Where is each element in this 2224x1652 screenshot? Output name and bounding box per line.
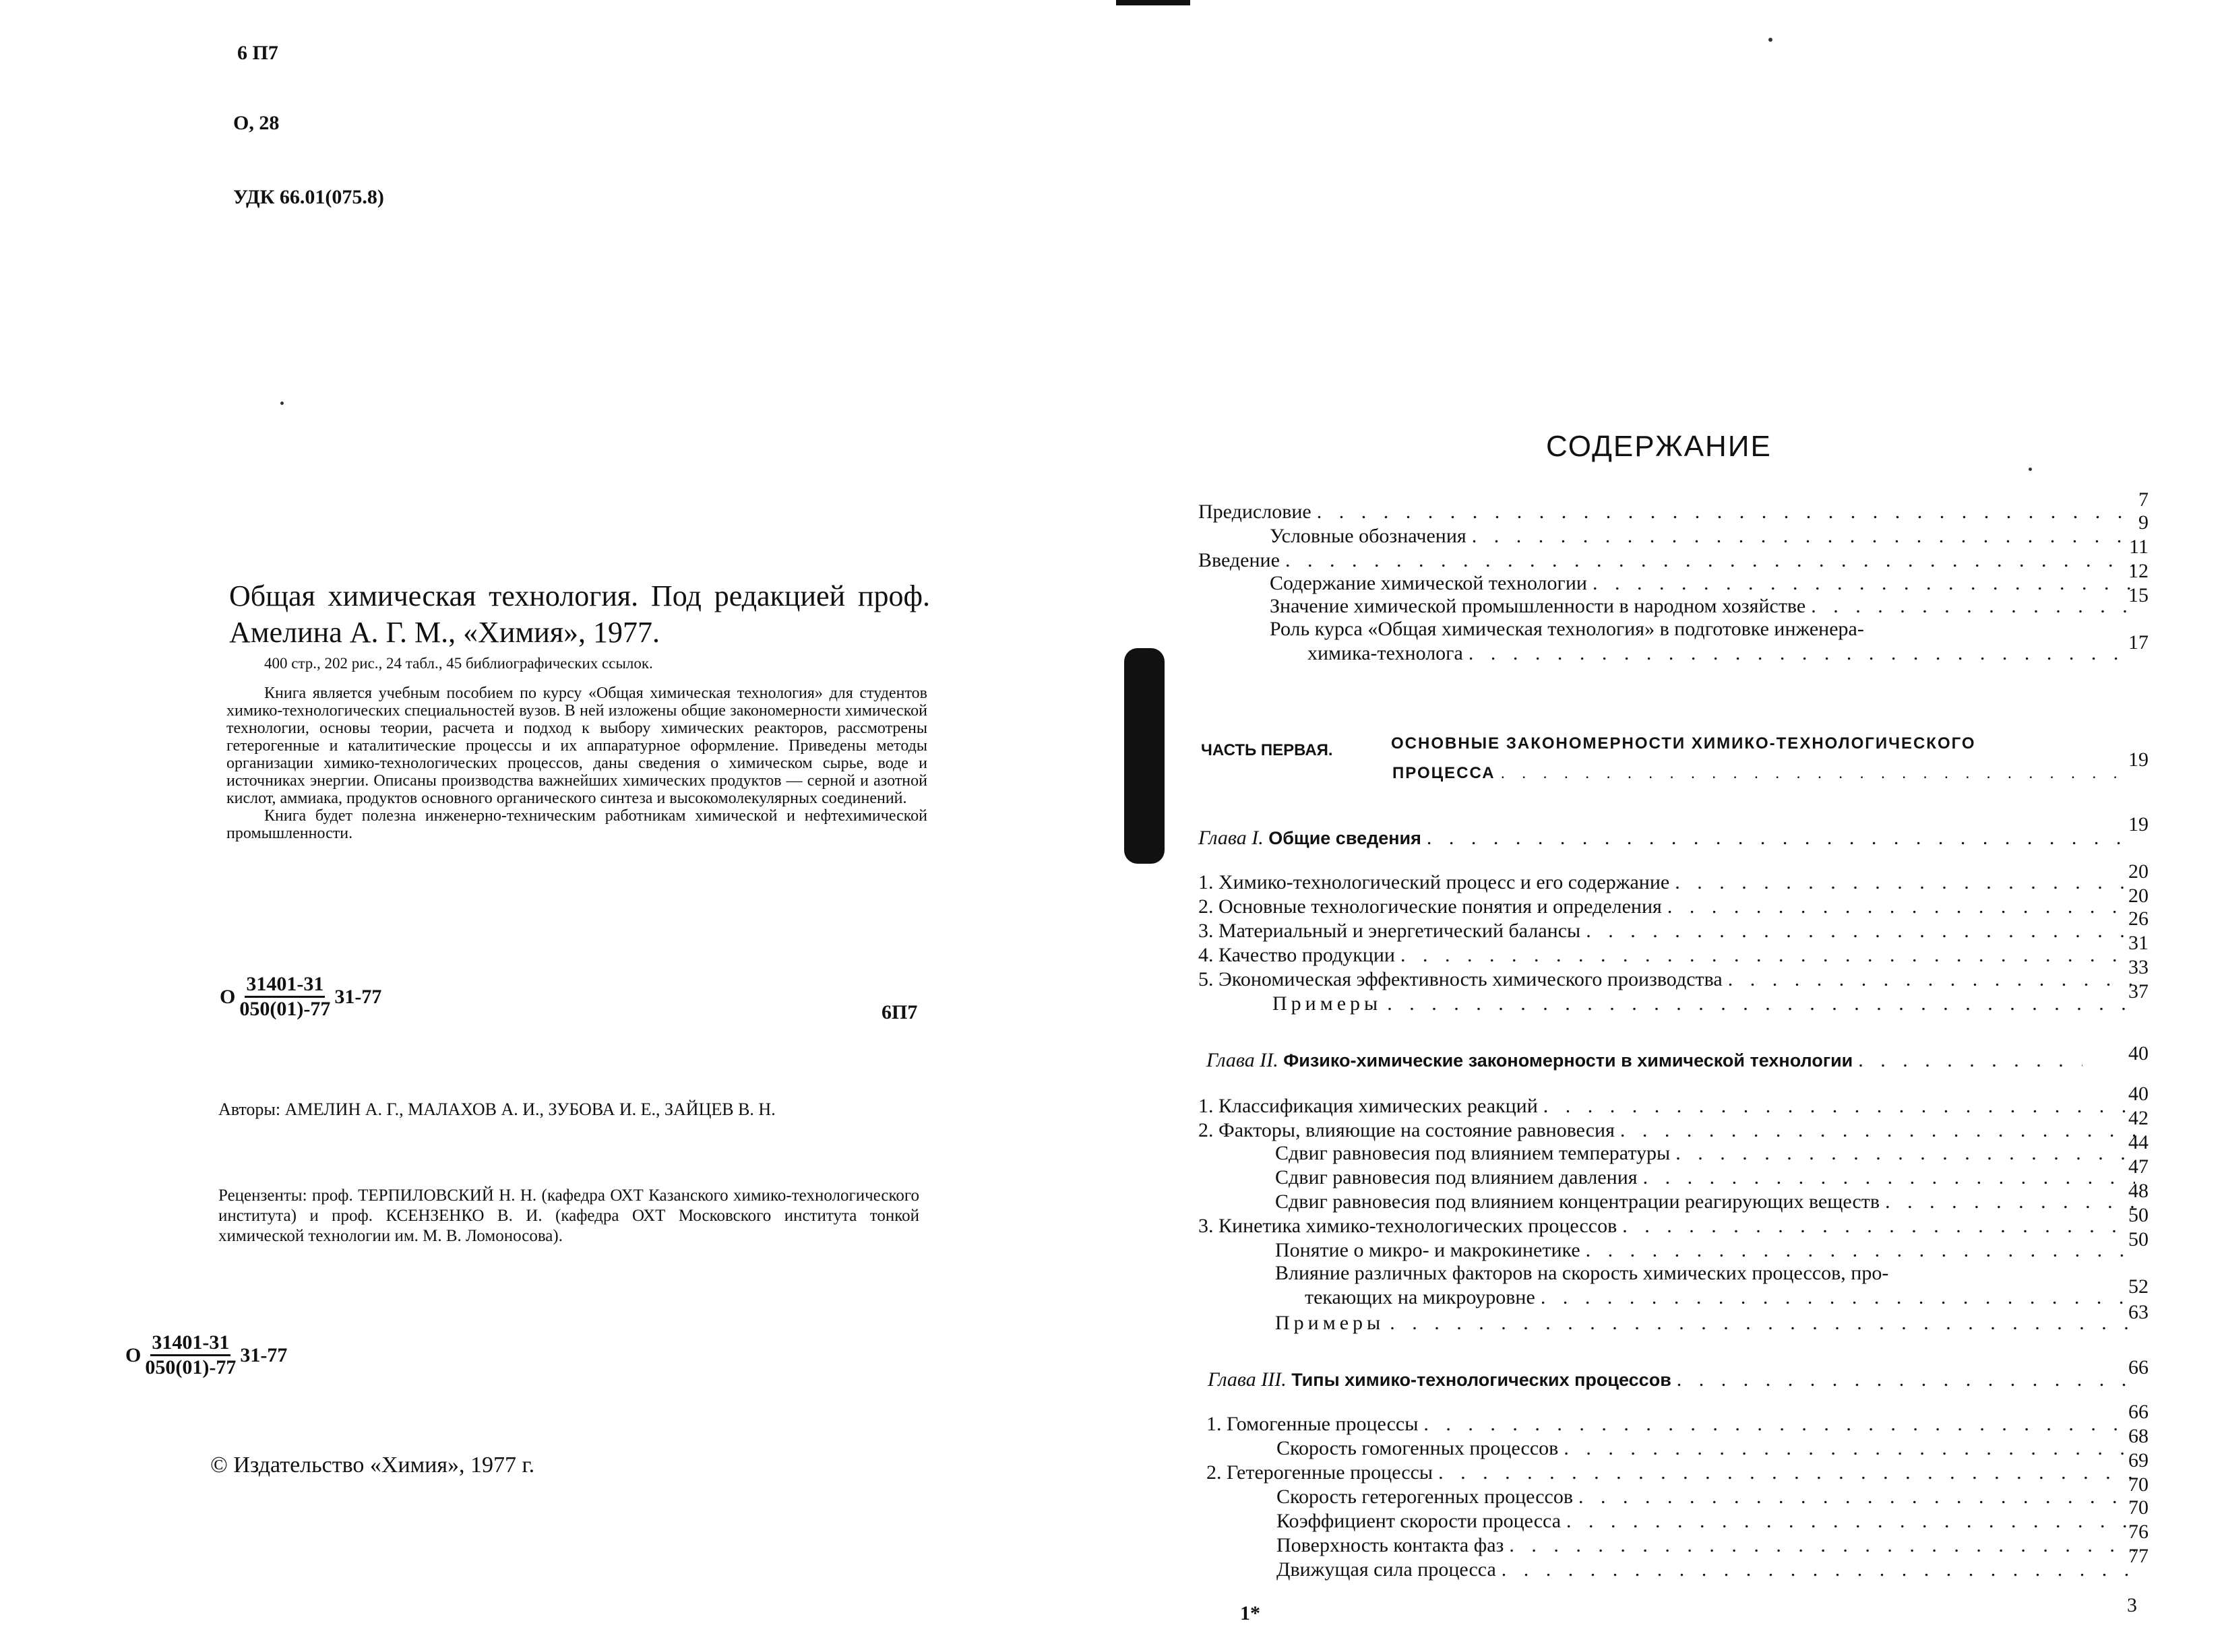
toc-page-number: 77 [2128,1545,2149,1567]
toc-page-number: 33 [2128,956,2149,978]
toc-entry-label: Роль курса «Общая химическая технология» в подготовке инженера- [1270,618,1864,640]
binding-shadow [1124,648,1165,864]
toc-page-number: 52 [2128,1275,2149,1298]
leader-dots [1387,992,2135,1015]
toc-entry-label: 3. Кинетика химико-технологических процессов [1198,1215,1617,1237]
udk-code: УДК 66.01(075.8) [233,186,384,208]
book-title: Общая химическая технология. Под редакцией проф. Амелина А. Г. М., «Химия», 1977. [229,579,930,649]
leader-dots [1675,870,2135,894]
leader-dots [1885,1190,2135,1213]
catalog-index [220,973,381,1021]
leader-dots [1622,1214,2135,1238]
toc-page-number: 40 [2128,1083,2149,1105]
toc-entry [1270,594,2135,618]
leader-dots [1858,1048,2082,1072]
index-denominator: 050(01)-77 [145,1356,237,1378]
toc-page-number: 7 [2138,488,2149,511]
leader-dots [1502,1558,2135,1581]
annotation-paragraph: Книга будет полезна инженерно-техническим работникам химической и нефтехимической промышленности. [226,807,927,842]
toc-page-number: 66 [2128,1401,2149,1423]
leader-dots [1578,1485,2135,1508]
chapter-title: Типы химико-технологических процессов [1291,1370,1671,1390]
toc-entry-label: 3. Материальный и энергетический балансы [1198,920,1581,942]
toc-entry-label: 2. Гетерогенные процессы [1206,1461,1433,1484]
leader-dots [1469,641,2135,665]
toc-entry-label: 1. Химико-технологический процесс и его содержание [1198,871,1670,893]
toc-page-number: 19 [2128,749,2149,771]
toc-entry-label: Сдвиг равновесия под влиянием давления [1275,1166,1638,1188]
toc-entry [1198,943,2135,967]
leader-dots [1593,571,2135,595]
toc-page-number: 37 [2128,980,2149,1003]
toc-entry-label-continued: текающих на микроуровне [1305,1286,1535,1308]
toc-page-number: 69 [2128,1449,2149,1471]
toc-entry-label: Влияние различных факторов на скорость химических процессов, про- [1275,1262,1889,1284]
toc-entry [1276,1558,2135,1581]
signature-mark: 1* [1240,1602,1260,1624]
toc-page-number: 12 [2128,560,2149,582]
part-title-continued: ПРОЦЕССА . . . [1392,761,2135,785]
leader-dots [1643,1166,2135,1189]
toc-entry-label: Коэффициент скорости процесса [1276,1510,1562,1532]
index-fraction [239,973,330,1021]
catalog-code: 6 П7 [237,42,278,64]
index-prefix: О [125,1343,142,1366]
part-label: ЧАСТЬ ПЕРВАЯ. [1201,741,1333,759]
toc-page-number: 26 [2128,908,2149,930]
toc-entry-label: Понятие о микро- и макрокинетике [1275,1239,1580,1261]
toc-entry-label: Примеры [1272,992,1382,1015]
leader-dots [1564,1436,2135,1460]
authors: Авторы: АМЕЛИН А. Г., МАЛАХОВ А. И., ЗУБОВА И. Е., ЗАЙЦЕВ В. Н. [218,1100,776,1119]
toc-entry-notation [1270,524,2135,548]
chapter-prefix: Глава II. [1206,1049,1278,1071]
index-prefix: О [220,985,236,1008]
leader-dots [1586,1238,2135,1262]
index-code-right: 6П7 [882,1001,918,1023]
scan-speck [1768,38,1772,42]
toc-entry [1305,1285,2135,1309]
leader-dots [1501,761,2135,785]
bibliographic-info: 400 стр., 202 рис., 24 табл., 45 библиографических ссылок. [264,655,653,672]
chapter-title: Физико-химические закономерности в химической технологии [1283,1050,1853,1071]
leader-dots [1677,1368,2135,1391]
toc-entry [1206,1412,2135,1436]
leader-dots [1541,1285,2135,1309]
toc-entry [1198,1214,2135,1238]
toc-entry-label: Сдвиг равновесия под влиянием температуры [1275,1142,1671,1164]
toc-entry-label: Движущая сила процесса [1276,1558,1496,1581]
toc-entry-preface [1198,500,2135,523]
toc-page-number: 50 [2128,1228,2149,1250]
toc-entry [1275,1238,2135,1262]
toc-page-number: 42 [2128,1107,2149,1129]
catalog-code-second: О, 28 [233,112,280,134]
toc-entry-label: Скорость гетерогенных процессов [1276,1486,1574,1508]
toc-page-number: 9 [2138,511,2149,534]
toc-entry [1275,1141,2135,1165]
toc-entry-label: Значение химической промышленности в народном хозяйстве [1270,595,1806,617]
leader-dots [1675,1141,2135,1165]
toc-entry-label: 1. Классификация химических реакций [1198,1095,1538,1117]
toc-page-number: 48 [2128,1180,2149,1202]
toc-entry [1198,1094,2135,1118]
chapter-prefix: Глава III. [1208,1368,1287,1391]
leader-dots [1620,1118,2135,1142]
index-numerator: 31401-31 [150,1331,230,1356]
leader-dots [1438,1461,2135,1484]
toc-entry-label: 2. Основные технологические понятия и определения [1198,895,1662,918]
reviewers: Рецензенты: проф. ТЕРПИЛОВСКИЙ Н. Н. (кафедра ОХТ Казанского химико-технологического института) и проф. КСЕНЗЕНКО В. И. (кафедра ОХТ Московского института тонкой химической технологии им. М. В. Ломоносова). [218,1186,919,1245]
page-number: 3 [2127,1594,2137,1616]
leader-dots [1472,524,2135,548]
index-denominator: 050(01)-77 [239,998,331,1020]
leader-dots [1423,1412,2135,1436]
leader-dots [1543,1094,2135,1118]
copyright: © Издательство «Химия», 1977 г. [210,1453,535,1478]
toc-entry [1198,870,2135,894]
toc-entry [1206,1461,2135,1484]
toc-entry [1198,967,2135,991]
toc-page-number: 50 [2128,1204,2149,1226]
toc-page-number: 70 [2128,1496,2149,1519]
toc-page-number: 66 [2128,1356,2149,1378]
toc-page-number: 15 [2128,584,2149,606]
toc-page-number: 63 [2128,1301,2149,1323]
toc-entry-label: 2. Факторы, влияющие на состояние равновесия [1198,1119,1615,1141]
leader-dots [1400,943,2135,967]
toc-entry-label: 4. Качество продукции [1198,944,1395,966]
toc-page-number: 31 [2128,932,2149,954]
toc-entry [1198,919,2135,943]
toc-entry-label: Условные обозначения [1270,525,1466,547]
leader-dots [1285,548,2135,572]
page-edge-mark [1116,0,1190,5]
leader-dots [1427,826,2135,850]
toc-entry [1275,1190,2135,1213]
toc-page-number: 68 [2128,1425,2149,1447]
chapter-heading [1208,1368,2135,1392]
toc-entry [1272,992,2135,1015]
toc-entry-label: 5. Экономическая эффективность химического производства [1198,968,1723,990]
toc-entry-label: Введение [1198,549,1280,571]
toc-page-number: 44 [2128,1131,2149,1153]
index-suffix: 31-77 [240,1343,288,1366]
catalog-index-bottom [125,1331,287,1379]
part-title: ОСНОВНЫЕ ЗАКОНОМЕРНОСТИ ХИМИКО-ТЕХНОЛОГИЧЕСКОГО [1391,734,1976,753]
toc-page-number: 40 [2128,1042,2149,1065]
toc-entry-label: Сдвиг равновесия под влиянием концентрации реагирующих веществ [1275,1190,1880,1213]
toc-entry [1275,1311,2135,1335]
toc-entry [1270,571,2135,595]
leader-dots [1811,594,2135,618]
chapter-heading [1206,1048,2082,1073]
toc-entry-label-continued: химика-технолога [1307,642,1463,664]
chapter-prefix: Глава I. [1198,827,1264,849]
toc-entry-introduction [1198,548,2135,572]
chapter-heading [1198,826,2135,850]
toc-entry-label: Примеры [1275,1312,1385,1334]
annotation [226,685,927,842]
index-fraction [145,1331,236,1379]
leader-dots [1566,1509,2135,1533]
toc-entry-label: 1. Гомогенные процессы [1206,1413,1419,1435]
scan-speck [280,402,284,405]
toc-page-number: 20 [2128,885,2149,907]
annotation-paragraph: Книга является учебным пособием по курсу «Общая химическая технология» для студентов химико-технологических специальностей вузов. В ней изложены общие закономерности химической технологии, основы теории, расчета и подход к выбору химических реакторов, рассмотрены гетерогенные и каталитические процессы и их аппаратурное оформление. Приведены методы организации химико-технологических процессов, даны сведения о химическом сырье, воде и источниках энергии. Описаны производства важнейших химических продуктов — серной и азотной кислот, аммиака, продуктов основного органического синтеза и высокомолекулярных соединений. [226,685,927,807]
leader-dots [1586,919,2135,943]
toc-title: СОДЕРЖАНИЕ [1546,430,1772,463]
toc-page-number: 76 [2128,1521,2149,1543]
toc-page-number: 47 [2128,1155,2149,1178]
leader-dots [1667,895,2135,918]
toc-entry [1276,1485,2135,1508]
toc-entry-label: Содержание химической технологии [1270,572,1587,594]
toc-entry-label: Предисловие [1198,501,1311,523]
toc-entry [1307,641,2135,665]
index-suffix: 31-77 [334,985,382,1008]
toc-page-number: 11 [2129,536,2149,558]
toc-page-number: 19 [2128,813,2149,835]
toc-entry-label: Поверхность контакта фаз [1276,1534,1504,1556]
toc-entry [1276,1509,2135,1533]
leader-dots [1390,1311,2135,1335]
toc-entry-label: Скорость гомогенных процессов [1276,1437,1559,1459]
chapter-title: Общие сведения [1268,828,1421,848]
toc-page-number: 20 [2128,860,2149,883]
index-numerator: 31401-31 [245,973,325,998]
scan-speck [2029,468,2032,471]
toc-entry [1198,1118,2135,1142]
toc-entry [1198,895,2135,918]
toc-page-number: 17 [2128,631,2149,654]
leader-dots [1317,500,2135,523]
toc-entry [1275,1166,2135,1189]
leader-dots [1728,967,2135,991]
leader-dots [1509,1533,2135,1557]
toc-entry [1276,1533,2135,1557]
toc-entry [1276,1436,2135,1460]
toc-page-number: 70 [2128,1473,2149,1496]
